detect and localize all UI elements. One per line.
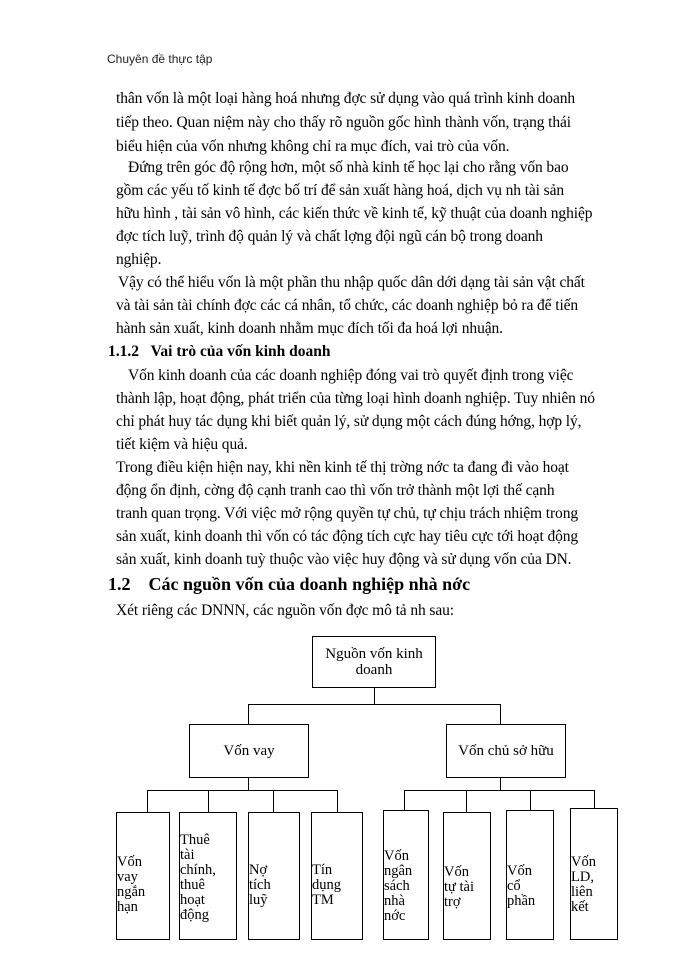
equity-capital-box — [446, 724, 566, 778]
leaf-label: Vốn — [117, 854, 142, 870]
trade-credit-box — [311, 812, 363, 940]
connector — [273, 790, 274, 812]
leaf-label: Vốn — [571, 854, 596, 870]
leaf-label: Vốn — [384, 847, 409, 864]
leaf-label: cổ — [507, 877, 521, 894]
connector — [147, 790, 337, 791]
root-label: doanh — [355, 662, 393, 678]
leaf-label: nớc — [384, 907, 406, 924]
body-line: thân vốn là một loại hàng hoá nhưng đợc sử dụng vào quá trình kinh doanh — [116, 90, 576, 107]
equity-capital-label: Vốn chủ sở hữu — [458, 743, 554, 759]
section-heading-1-1-2 — [108, 343, 331, 361]
leaf-label: ngắn — [117, 884, 146, 900]
connector — [500, 778, 501, 790]
section-title: Vai trò của vốn kinh doanh — [150, 343, 331, 360]
leaf-label: động — [180, 907, 209, 923]
leasing-box — [179, 812, 237, 940]
leaf-label: Thuê — [180, 832, 210, 848]
connector — [594, 790, 595, 808]
leaf-label: tích — [249, 876, 271, 893]
body-line: Vậy có thể hiểu vốn là một phần thu nhập quốc dân dới dạng tài sản vật chất — [118, 274, 585, 291]
leaf-label: tự tài — [444, 878, 475, 895]
connector — [337, 790, 338, 812]
connector — [208, 790, 209, 812]
body-line: Vốn kinh doanh của các doanh nghiệp đóng vai trò quyết định trong việc — [128, 367, 574, 384]
accrued-debt-box — [248, 812, 300, 940]
connector — [374, 688, 375, 704]
connector — [404, 790, 405, 810]
leaf-label: trợ — [444, 893, 461, 910]
body-line: thành lập, hoạt động, phát triển của từng loại hình doanh nghiệp. Tuy nhiên nó — [116, 390, 595, 407]
state-budget-capital-box — [383, 810, 429, 940]
body-line: tranh quan trọng. Với việc mở rộng quyền tự chủ, tự chịu trách nhiệm trong — [116, 505, 578, 522]
connector — [147, 790, 148, 812]
self-financed-capital-box — [443, 812, 491, 940]
leaf-label: Tín — [312, 861, 333, 878]
leaf-label: Vốn — [507, 862, 532, 879]
body-line: nghiệp. — [116, 251, 162, 268]
body-line: Đứng trên góc độ rộng hơn, một số nhà kinh tế học lại cho rằng vốn bao — [128, 159, 569, 176]
section-number: 1.2 — [108, 574, 131, 594]
body-line: biểu hiện của vốn nhưng không chỉ ra mục đích, vai trò của vốn. — [116, 138, 510, 155]
page-header: Chuyên đề thực tập — [107, 52, 213, 66]
section-heading-1-2 — [108, 574, 470, 595]
body-line: tiếp theo. Quan niệm này cho thấy rõ nguồn gốc hình thành vốn, trạng thái — [116, 114, 572, 131]
loan-capital-label: Vốn vay — [223, 743, 275, 759]
leaf-label: Nợ — [249, 861, 268, 878]
body-line: hữu hình , tài sản vô hình, các kiến thức về kinh tế, kỹ thuật của doanh nghiệp — [116, 205, 593, 222]
leaf-label: tài — [180, 847, 195, 863]
body-line: sản xuất, kinh doanh tuỳ thuộc vào việc huy động và sử dụng vốn của DN. — [116, 551, 572, 568]
body-line: Trong điều kiện hiện nay, khi nền kinh tế thị trờng nớc ta đang đi vào hoạt — [116, 459, 569, 476]
connector — [530, 790, 531, 810]
body-line: hành sản xuất, kinh doanh nhằm mục đích tối đa hoá lợi nhuận. — [116, 320, 503, 337]
leaf-label: ngân — [384, 862, 413, 879]
leaf-label: TM — [312, 891, 334, 908]
root-box — [312, 636, 436, 688]
body-line: chỉ phát huy tác dụng khi biết quản lý, sử dụng một cách đúng hớng, hợp lý, — [116, 413, 582, 430]
intro-line: Xét riêng các DNNN, các nguồn vốn đợc mô tả nh sau: — [116, 602, 454, 619]
leaf-label: phần — [507, 892, 536, 909]
short-term-loan-box — [116, 812, 170, 940]
connector — [248, 704, 249, 724]
connector — [466, 790, 467, 812]
body-line: đợc tích luỹ, trình độ quản lý và chất lợng đội ngũ cán bộ trong doanh — [116, 228, 543, 245]
share-capital-box — [506, 810, 554, 940]
leaf-label: chính, — [180, 862, 216, 878]
leaf-label: hạn — [117, 899, 138, 915]
leaf-label: nhà — [384, 892, 405, 909]
leaf-label: LD, — [571, 869, 594, 885]
leaf-label: liên — [571, 884, 593, 900]
connector — [248, 778, 249, 790]
leaf-label: kết — [571, 899, 589, 915]
leaf-label: Vốn — [444, 863, 469, 880]
section-number: 1.1.2 — [108, 343, 139, 360]
body-line: động ổn định, cờng độ cạnh tranh cao thì vốn trở thành một lợi thế cạnh — [116, 482, 555, 499]
body-line: gồm các yếu tố kinh tế đợc bố trí để sản xuất hàng hoá, dịch vụ nh tài sản — [116, 182, 565, 199]
joint-venture-capital-box — [570, 808, 618, 940]
leaf-label: hoạt — [180, 892, 205, 908]
connector — [248, 704, 500, 705]
loan-capital-box — [189, 724, 309, 778]
body-line: và tài sản tài chính đợc các cá nhân, tổ chức, các doanh nghiệp bỏ ra để tiến — [116, 297, 579, 314]
leaf-label: sách — [384, 877, 410, 894]
section-title: Các nguồn vốn của doanh nghiệp nhà nớc — [148, 574, 471, 594]
leaf-label: dụng — [312, 876, 341, 893]
body-line: sản xuất, kinh doanh thì vốn có tác động tích cực hay tiêu cực tới hoạt động — [116, 528, 579, 545]
body-line: tiết kiệm và hiệu quả. — [116, 436, 248, 453]
root-label: Nguồn vốn kinh — [325, 646, 423, 662]
leaf-label: luỹ — [249, 891, 268, 908]
connector — [404, 790, 594, 791]
leaf-label: vay — [117, 869, 138, 885]
leaf-label: thuê — [180, 877, 205, 893]
connector — [500, 704, 501, 724]
